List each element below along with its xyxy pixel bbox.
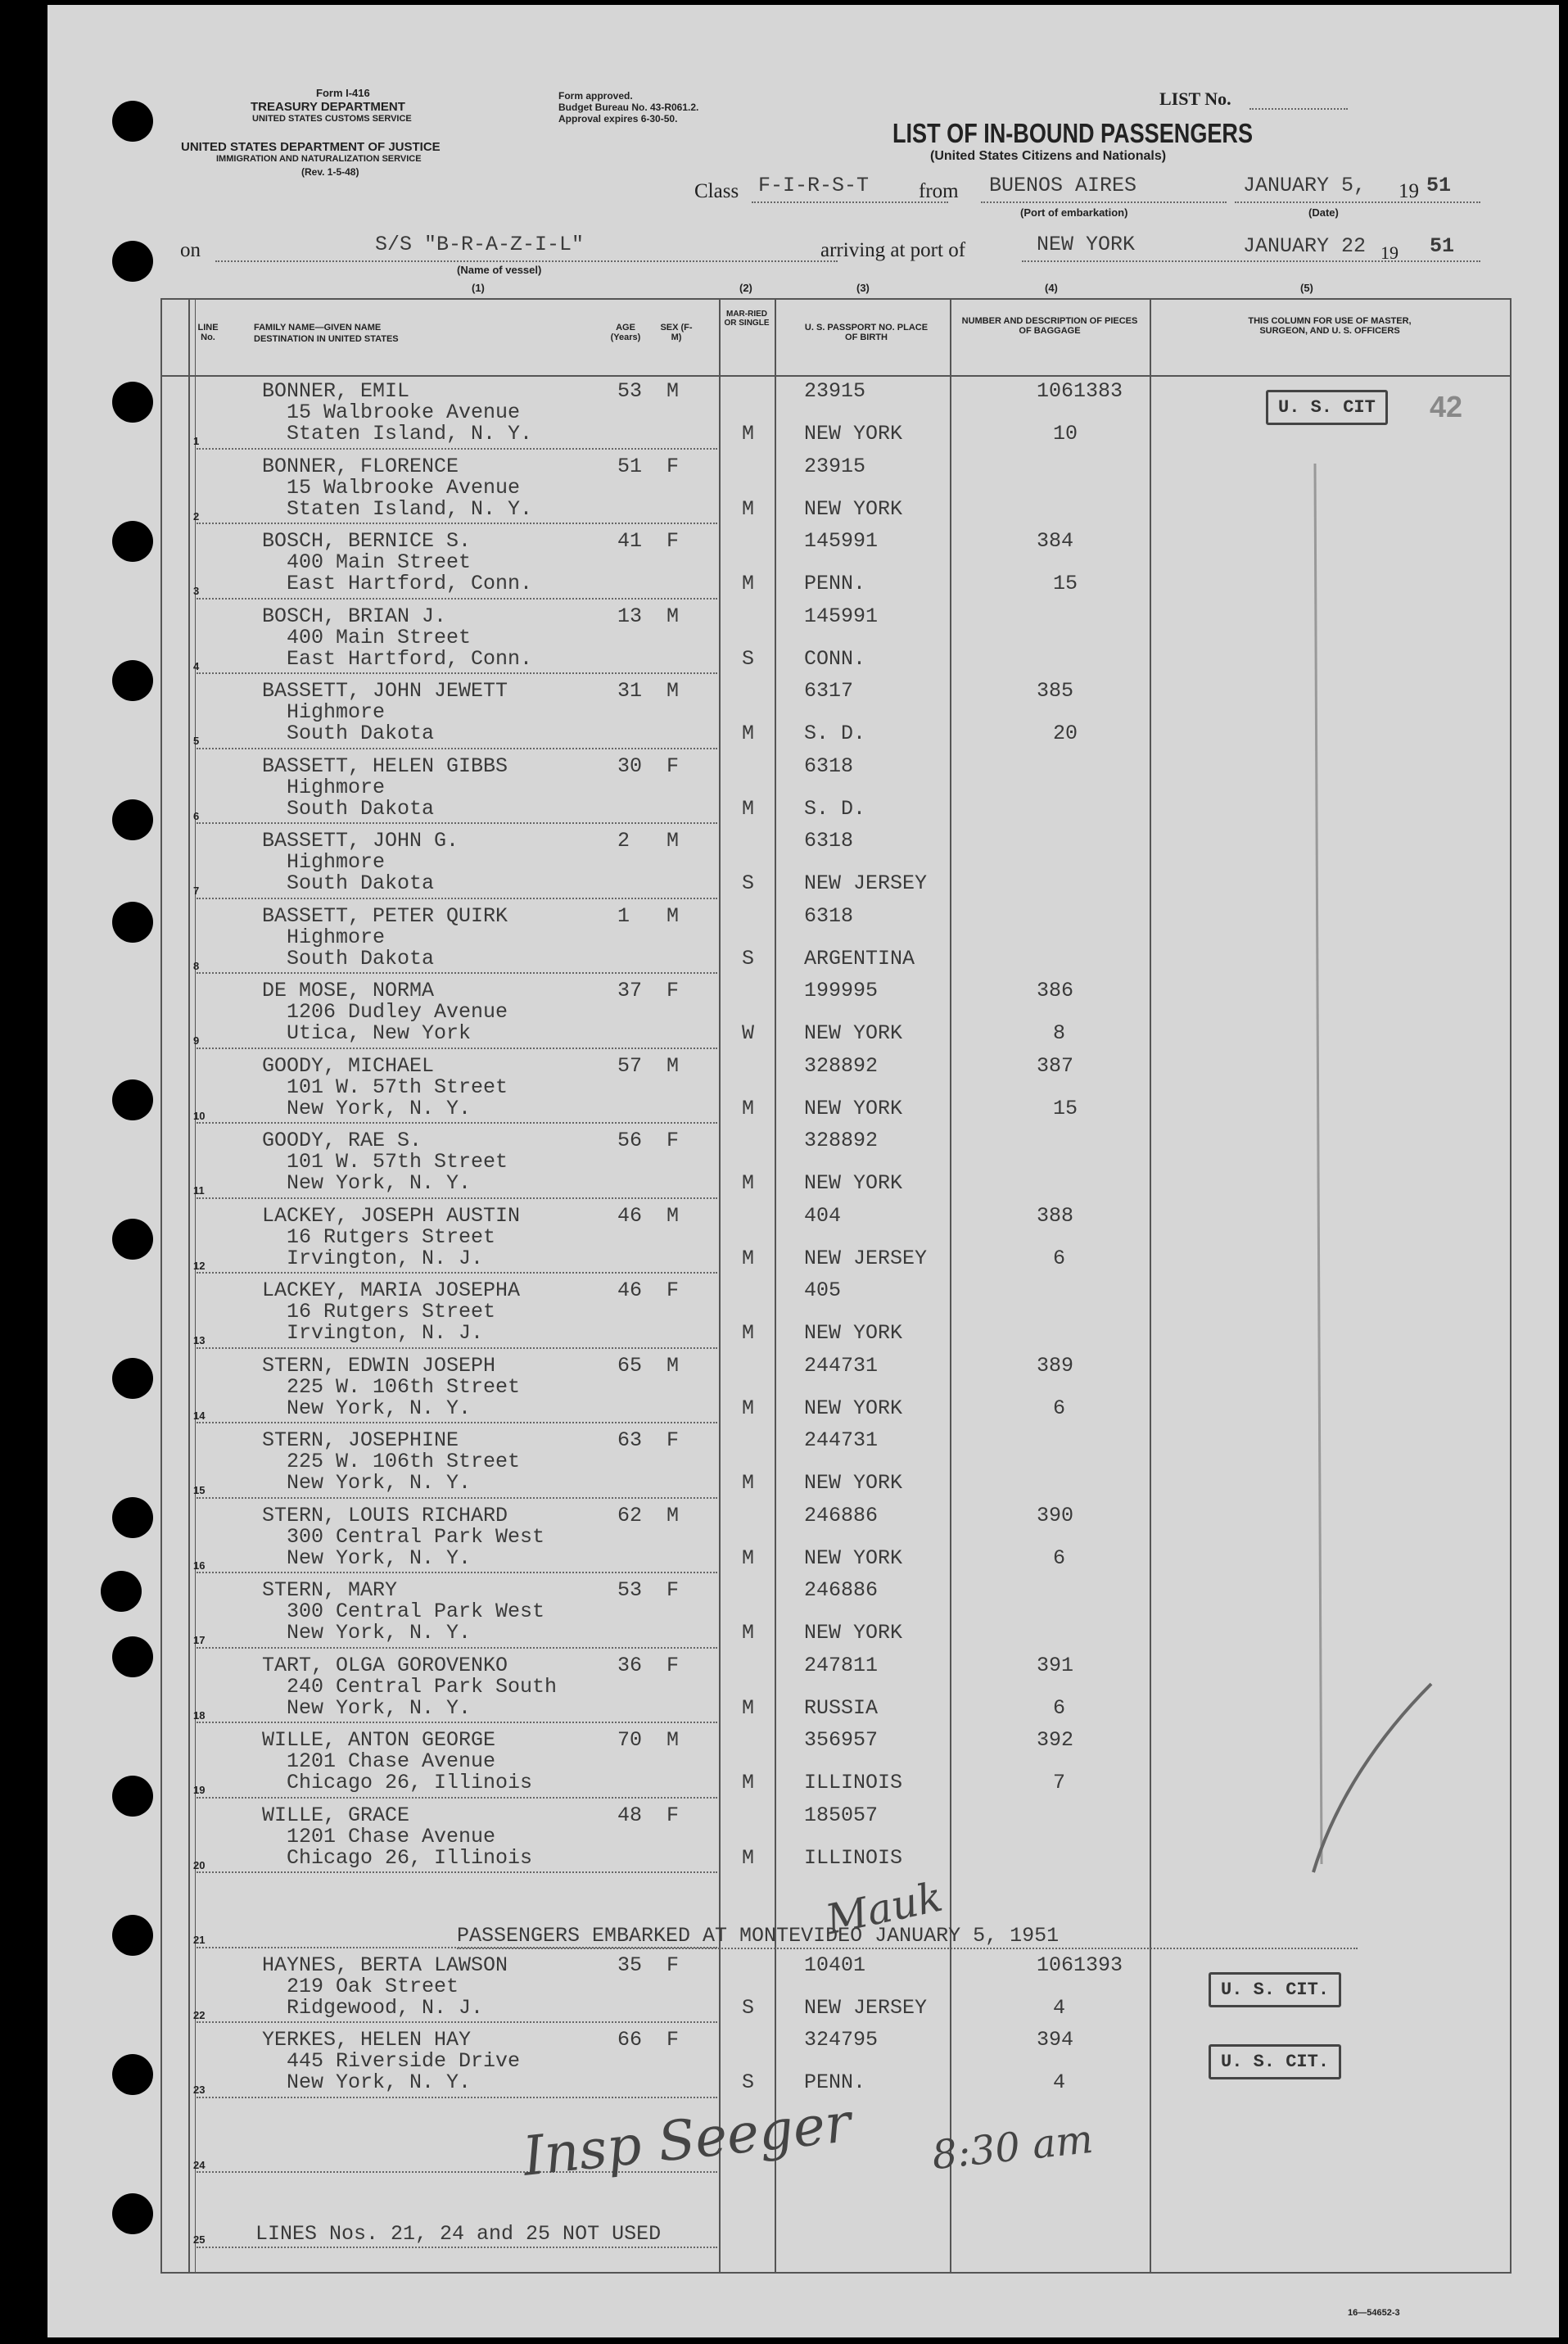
marital-status: W [742,1021,755,1045]
port-of-arrival: NEW YORK [1037,233,1136,256]
passenger-sex: F [667,1803,680,1827]
address-line-1: 16 Rutgers Street [287,1224,496,1249]
arriving-label: arriving at port of [820,239,966,261]
baggage-number: 394 [1037,2028,1074,2052]
header-baggage: NUMBER AND DESCRIPTION OF PIECES OF BAGGAGE [961,316,1138,336]
col-number-4: (4) [1045,282,1058,294]
approval-line-2: Budget Bureau No. 43-R061.2. [558,102,699,113]
vessel-caption: (Name of vessel) [457,264,542,276]
passenger-name: STERN, EDWIN JOSEPH [262,1353,496,1378]
passport-number: 328892 [804,1053,879,1078]
address-line-2: New York, N. Y. [287,1545,472,1570]
passport-number: 145991 [804,604,879,628]
passenger-age: 63 [617,1428,643,1452]
place-of-birth: RUSSIA [804,1695,879,1720]
line-number: 6 [193,809,200,822]
place-of-birth: NEW JERSEY [804,871,928,895]
header-passport: U. S. PASSPORT NO. PLACE OF BIRTH [804,323,929,342]
line-number: 25 [193,2233,206,2246]
passenger-sex: F [667,454,680,478]
form-subtitle: (United States Citizens and Nationals) [930,149,1167,163]
passport-number: 356957 [804,1728,879,1752]
passenger-age: 53 [617,379,643,403]
passenger-name: WILLE, GRACE [262,1803,410,1827]
passenger-sex: F [667,1953,680,1977]
marital-status: M [742,1545,755,1570]
line-number: 20 [193,1858,206,1871]
passenger-sex: F [667,1129,680,1152]
passenger-sex: F [667,1428,680,1452]
line-number: 19 [193,1784,206,1796]
baggage-pieces: 6 [1053,1545,1066,1570]
marital-status: M [742,422,755,446]
address-line-1: 16 Rutgers Street [287,1300,496,1324]
baggage-pieces: 15 [1053,572,1078,595]
passenger-name: HAYNES, BERTA LAWSON [262,1953,508,1977]
passenger-age: 35 [617,1953,643,1977]
passenger-sex: F [667,2028,680,2052]
marital-status: M [742,496,755,521]
address-line-1: Highmore [287,925,386,949]
baggage-pieces: 10 [1053,422,1078,446]
passenger-age: 30 [617,753,643,778]
passenger-age: 62 [617,1503,643,1527]
department-of-justice: UNITED STATES DEPARTMENT OF JUSTICE [181,140,441,154]
address-line-1: 300 Central Park West [287,1524,545,1549]
passenger-age: 13 [617,604,643,628]
baggage-number: 385 [1037,679,1074,703]
passport-number: 145991 [804,529,879,553]
baggage-pieces: 20 [1053,722,1078,745]
marital-status: M [742,1321,755,1345]
line-number: 3 [193,585,200,597]
address-line-2: Chicago 26, Illinois [287,1845,533,1870]
address-line-1: 225 W. 106th Street [287,1374,521,1399]
line-number: 21 [193,1934,206,1946]
passenger-sex: M [667,1728,680,1752]
embarkation-year: 51 [1426,174,1452,197]
passenger-sex: M [667,1203,680,1228]
address-line-1: Highmore [287,850,386,874]
passport-number: 247811 [804,1653,879,1677]
passport-number: 246886 [804,1578,879,1602]
address-line-1: 300 Central Park West [287,1600,545,1623]
marital-status: M [742,1396,755,1420]
treasury-department: TREASURY DEPARTMENT [251,100,405,114]
passenger-name: BASSETT, JOHN G. [262,829,459,853]
address-line-2: South Dakota [287,796,435,821]
montevideo-note: PASSENGERS EMBARKED AT MONTEVIDEO JANUARY 5, 1951 [457,1924,1060,1948]
header-officers: THIS COLUMN FOR USE OF MASTER, SURGEON, AND U. S. OFFICERS [1248,316,1412,336]
line-number: 22 [193,2008,206,2021]
passenger-name: LACKEY, JOSEPH AUSTIN [262,1203,521,1228]
form-number: Form I-416 [316,87,370,99]
inspection-time: 8:30 am [929,2115,1096,2179]
passenger-name: BONNER, FLORENCE [262,454,459,478]
address-line-2: South Dakota [287,946,435,971]
passport-number: 6318 [804,753,854,778]
passenger-name: WILLE, ANTON GEORGE [262,1728,496,1752]
address-line-2: South Dakota [287,871,435,895]
passenger-name: BASSETT, HELEN GIBBS [262,753,508,778]
address-line-1: 1206 Dudley Avenue [287,1000,508,1024]
baggage-number: 387 [1037,1053,1074,1078]
baggage-pieces: 7 [1053,1771,1066,1794]
line-number: 10 [193,1109,206,1122]
baggage-pieces: 4 [1053,2070,1066,2094]
port-of-embarkation: BUENOS AIRES [989,174,1137,197]
passport-number: 246886 [804,1503,879,1527]
line-number: 12 [193,1259,206,1272]
address-line-1: Highmore [287,775,386,799]
address-line-2: Chicago 26, Illinois [287,1771,533,1794]
line-number: 16 [193,1559,206,1572]
baggage-number: 384 [1037,529,1074,553]
line-number: 23 [193,2084,206,2096]
passenger-age: 36 [617,1653,643,1677]
header-sex: SEX (F-M) [660,323,693,342]
line-number: 5 [193,735,200,747]
place-of-birth: NEW YORK [804,1471,903,1495]
arrival-year: 51 [1430,234,1455,258]
print-code: 16—54652-3 [1348,2308,1400,2318]
handwritten-initials: Mauk [821,1872,947,1944]
address-line-1: 400 Main Street [287,625,472,649]
passenger-name: STERN, LOUIS RICHARD [262,1503,508,1527]
place-of-birth: NEW JERSEY [804,1995,928,2020]
place-of-birth: S. D. [804,796,866,821]
baggage-number: 392 [1037,1728,1074,1752]
place-of-birth: ARGENTINA [804,946,915,971]
class-label: Class [694,180,739,202]
line-number: 15 [193,1484,206,1496]
approval-line-1: Form approved. [558,90,633,102]
passenger-sex: M [667,604,680,628]
approval-line-3: Approval expires 6-30-50. [558,113,678,124]
baggage-number: 391 [1037,1653,1074,1677]
us-citizen-stamp: U. S. CIT. [1209,2044,1341,2079]
address-line-2: New York, N. Y. [287,2070,472,2094]
place-of-birth: NEW YORK [804,1321,903,1345]
header-age: AGE (Years) [610,323,641,342]
marital-status: S [742,2070,755,2094]
passenger-age: 2 [617,829,630,853]
header-family-name: FAMILY NAME—GIVEN NAME [254,323,382,333]
line-number: 7 [193,885,200,897]
passport-number: 6317 [804,679,854,703]
list-number-label: LIST No. [1159,88,1231,109]
baggage-pieces: 8 [1053,1021,1066,1045]
address-line-1: 101 W. 57th Street [287,1150,508,1174]
baggage-number: 389 [1037,1353,1074,1378]
port-embarkation-caption: (Port of embarkation) [1020,206,1128,219]
baggage-pieces: 6 [1053,1695,1066,1720]
marital-status: S [742,646,755,671]
address-line-2: New York, N. Y. [287,1396,472,1420]
header-destination: DESTINATION IN UNITED STATES [254,334,399,344]
passport-number: 328892 [804,1129,879,1152]
address-line-2: New York, N. Y. [287,1695,472,1720]
passenger-sex: M [667,379,680,403]
us-citizen-stamp: U. S. CIT. [1209,1972,1341,2007]
arrival-year-prefix: 19 [1380,242,1399,263]
baggage-pieces: 6 [1053,1396,1066,1420]
address-line-1: 219 Oak Street [287,1974,459,1998]
passenger-name: BONNER, EMIL [262,379,410,403]
place-of-birth: NEW YORK [804,1096,903,1120]
place-of-birth: NEW YORK [804,1171,903,1195]
arrival-date: JANUARY 22 [1243,234,1367,258]
marital-status: M [742,572,755,595]
line-number: 9 [193,1034,200,1047]
vessel-name: S/S "B-R-A-Z-I-L" [375,233,585,256]
passenger-age: 48 [617,1803,643,1827]
address-line-2: Staten Island, N. Y. [287,422,533,446]
passenger-sex: F [667,979,680,1002]
address-line-2: Utica, New York [287,1021,472,1045]
marital-status: M [742,1471,755,1495]
passenger-name: BASSETT, PETER QUIRK [262,903,508,928]
passenger-name: LACKEY, MARIA JOSEPHA [262,1278,521,1302]
from-label: from [919,180,959,202]
passenger-sex: M [667,1353,680,1378]
address-line-1: 1201 Chase Avenue [287,1824,496,1849]
passenger-name: GOODY, MICHAEL [262,1053,435,1078]
passenger-sex: F [667,529,680,553]
line-number: 14 [193,1409,206,1422]
passport-number: 6318 [804,903,854,928]
address-line-2: East Hartford, Conn. [287,572,533,595]
passenger-name: STERN, MARY [262,1578,398,1602]
passport-number: 199995 [804,979,879,1002]
passenger-age: 37 [617,979,643,1002]
line-number: 4 [193,659,200,672]
passenger-age: 56 [617,1129,643,1152]
marital-status: S [742,871,755,895]
passenger-age: 46 [617,1203,643,1228]
passenger-age: 66 [617,2028,643,2052]
baggage-number: 388 [1037,1203,1074,1228]
address-line-2: East Hartford, Conn. [287,646,533,671]
passenger-age: 51 [617,454,643,478]
col-number-5: (5) [1300,282,1313,294]
pencil-line [1315,464,1322,1864]
passport-number: 6318 [804,829,854,853]
marital-status: M [742,1695,755,1720]
manifest-sheet [47,5,1559,2337]
passport-number: 404 [804,1203,842,1228]
address-line-2: Irvington, N. J. [287,1246,484,1270]
inspector-signature: Insp Seeger [520,2091,854,2188]
passenger-name: STERN, JOSEPHINE [262,1428,459,1452]
date-caption: (Date) [1308,206,1339,219]
marital-status: M [742,1246,755,1270]
marital-status: M [742,796,755,821]
passenger-sex: F [667,753,680,778]
passenger-age: 57 [617,1053,643,1078]
passenger-name: BOSCH, BERNICE S. [262,529,472,553]
passenger-name: DE MOSE, NORMA [262,979,435,1002]
customs-service: UNITED STATES CUSTOMS SERVICE [252,114,412,124]
passenger-name: GOODY, RAE S. [262,1129,423,1152]
line-number: 2 [193,509,200,523]
place-of-birth: NEW YORK [804,1021,903,1045]
passenger-name: BOSCH, BRIAN J. [262,604,447,628]
address-line-2: New York, N. Y. [287,1621,472,1645]
immigration-service: IMMIGRATION AND NATURALIZATION SERVICE [216,154,422,164]
place-of-birth: S. D. [804,722,866,745]
col-number-3: (3) [856,282,870,294]
passport-number: 185057 [804,1803,879,1827]
embarkation-year-prefix: 19 [1399,180,1419,202]
passport-number: 23915 [804,379,866,403]
col-number-2: (2) [739,282,752,294]
address-line-1: 1201 Chase Avenue [287,1749,496,1773]
address-line-1: 240 Central Park South [287,1674,558,1699]
line-number: 17 [193,1634,206,1646]
marital-status: M [742,1771,755,1794]
passenger-age: 65 [617,1353,643,1378]
passport-number: 405 [804,1278,842,1302]
marital-status: M [742,722,755,745]
header-married: MAR-RIED OR SINGLE [724,310,770,328]
passenger-name: BASSETT, JOHN JEWETT [262,679,508,703]
baggage-pieces: 6 [1053,1246,1066,1270]
passport-number: 10401 [804,1953,866,1977]
us-citizen-stamp: U. S. CIT [1266,390,1388,425]
passenger-age: 1 [617,903,630,928]
address-line-2: New York, N. Y. [287,1171,472,1195]
footer-note: LINES Nos. 21, 24 and 25 NOT USED [255,2222,662,2246]
passenger-name: YERKES, HELEN HAY [262,2028,472,2052]
address-line-1: Highmore [287,700,386,724]
passenger-name: TART, OLGA GOROVENKO [262,1653,508,1677]
place-of-birth: NEW JERSEY [804,1246,928,1270]
line-number: 8 [193,959,200,972]
passenger-age: 53 [617,1578,643,1602]
class-value: F-I-R-S-T [758,174,870,197]
col-number-1: (1) [472,282,485,294]
passenger-age: 70 [617,1728,643,1752]
address-line-2: Ridgewood, N. J. [287,1995,484,2020]
embarkation-date: JANUARY 5, [1243,174,1367,197]
place-of-birth: ILLINOIS [804,1845,903,1870]
passenger-age: 31 [617,679,643,703]
passenger-sex: M [667,1503,680,1527]
marital-status: S [742,946,755,971]
on-label: on [180,239,201,261]
page-number-stamp: 42 [1430,390,1463,423]
marital-status: S [742,1995,755,2020]
address-line-2: New York, N. Y. [287,1471,472,1495]
passenger-age: 41 [617,529,643,553]
address-line-2: Staten Island, N. Y. [287,496,533,521]
place-of-birth: NEW YORK [804,496,903,521]
passenger-sex: M [667,1053,680,1078]
line-number: 24 [193,2158,206,2171]
pencil-checkmark [1313,1684,1431,1872]
passenger-sex: M [667,903,680,928]
address-line-2: New York, N. Y. [287,1096,472,1120]
marital-status: M [742,1096,755,1120]
line-number: 11 [193,1184,205,1197]
address-line-1: 101 W. 57th Street [287,1075,508,1099]
revision-date: (Rev. 1-5-48) [301,166,359,178]
baggage-number: 386 [1037,979,1074,1002]
passenger-sex: M [667,679,680,703]
address-line-1: 15 Walbrooke Avenue [287,475,521,500]
place-of-birth: NEW YORK [804,1396,903,1420]
marital-status: M [742,1845,755,1870]
place-of-birth: PENN. [804,572,866,595]
place-of-birth: NEW YORK [804,1621,903,1645]
place-of-birth: ILLINOIS [804,1771,903,1794]
passport-number: 324795 [804,2028,879,2052]
passport-number: 23915 [804,454,866,478]
place-of-birth: NEW YORK [804,1545,903,1570]
address-line-1: 445 Riverside Drive [287,2049,521,2073]
baggage-number: 1061393 [1037,1953,1123,1977]
passenger-sex: F [667,1653,680,1677]
passport-number: 244731 [804,1428,879,1452]
baggage-number: 1061383 [1037,379,1123,403]
pencil-marks [47,5,1559,2337]
line-number: 13 [193,1334,206,1346]
passenger-sex: F [667,1278,680,1302]
marital-status: M [742,1171,755,1195]
address-line-1: 15 Walbrooke Avenue [287,400,521,424]
passenger-sex: F [667,1578,680,1602]
address-line-1: 400 Main Street [287,550,472,574]
passenger-sex: M [667,829,680,853]
address-line-2: Irvington, N. J. [287,1321,484,1345]
line-number: 18 [193,1708,206,1722]
address-line-1: 225 W. 106th Street [287,1450,521,1473]
line-number: 1 [193,435,200,447]
baggage-number: 390 [1037,1503,1074,1527]
baggage-pieces: 4 [1053,1995,1066,2020]
form-title: LIST OF IN-BOUND PASSENGERS [892,118,1254,148]
marital-status: M [742,1621,755,1645]
baggage-pieces: 15 [1053,1096,1078,1120]
passenger-age: 46 [617,1278,643,1302]
place-of-birth: PENN. [804,2070,866,2094]
place-of-birth: CONN. [804,646,866,671]
place-of-birth: NEW YORK [804,422,903,446]
address-line-2: South Dakota [287,722,435,745]
passport-number: 244731 [804,1353,879,1378]
header-line-no: LINE No. [197,323,219,342]
